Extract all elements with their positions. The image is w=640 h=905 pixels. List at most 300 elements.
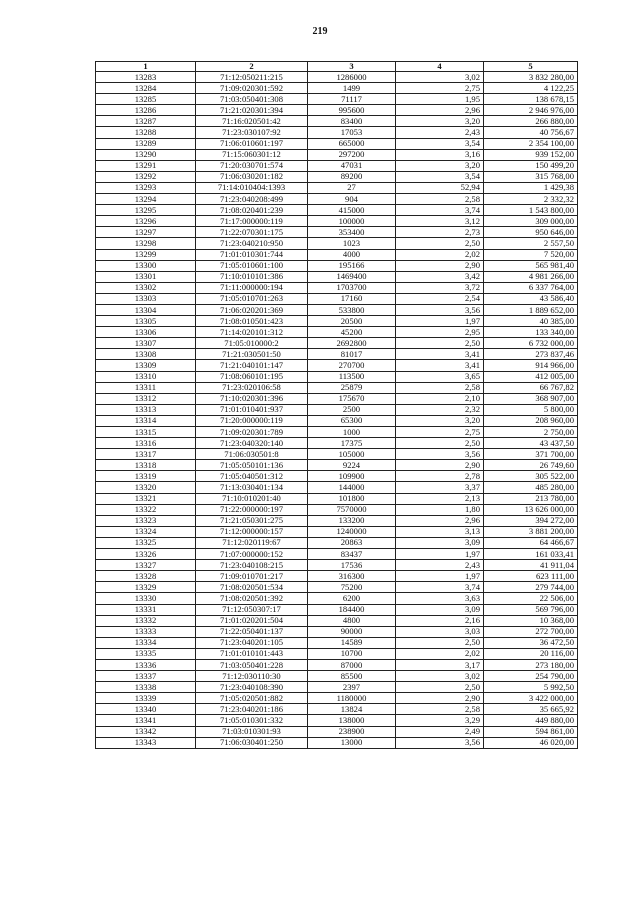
area-cell: 14589 [308,637,396,648]
table-row [96,83,578,94]
rate-cell: 3,03 [396,626,484,637]
table-row [96,316,578,327]
cadastral-number-cell: 71:09:020301:789 [196,427,308,438]
value-cell: 40 385,00 [484,316,578,327]
table-row [96,604,578,615]
table-row [96,515,578,526]
table-row [96,526,578,537]
row-number-cell: 13323 [96,515,196,526]
value-cell: 3 832 280,00 [484,72,578,83]
cadastral-number-cell: 71:21:050301:275 [196,515,308,526]
rate-cell: 2,58 [396,382,484,393]
area-cell: 138000 [308,715,396,726]
row-number-cell: 13316 [96,438,196,449]
cadastral-number-cell: 71:12:050211:215 [196,72,308,83]
row-number-cell: 13318 [96,460,196,471]
table-row [96,693,578,704]
cadastral-number-cell: 71:22:070301:175 [196,227,308,238]
value-cell: 3 422 000,00 [484,693,578,704]
table-row [96,205,578,216]
rate-cell: 3,09 [396,604,484,615]
rate-cell: 2,02 [396,249,484,260]
table-row [96,471,578,482]
rate-cell: 1,97 [396,549,484,560]
rate-cell: 3,54 [396,171,484,182]
value-cell: 5 800,00 [484,404,578,415]
table-header [96,62,578,72]
value-cell: 623 111,00 [484,571,578,582]
area-cell: 65300 [308,415,396,426]
row-number-cell: 13329 [96,582,196,593]
area-cell: 71117 [308,94,396,105]
table-row [96,648,578,659]
area-cell: 1000 [308,427,396,438]
cadastral-number-cell: 71:08:020401:239 [196,205,308,216]
row-number-cell: 13290 [96,149,196,160]
area-cell: 270700 [308,360,396,371]
value-cell: 43 586,40 [484,293,578,304]
value-cell: 13 626 000,00 [484,504,578,515]
row-number-cell: 13305 [96,316,196,327]
rate-cell: 3,74 [396,582,484,593]
rate-cell: 2,49 [396,726,484,737]
cadastral-number-cell: 71:05:010701:263 [196,293,308,304]
table-row [96,682,578,693]
area-cell: 995600 [308,105,396,116]
area-cell: 1180000 [308,693,396,704]
area-cell: 47031 [308,160,396,171]
rate-cell: 3,20 [396,116,484,127]
rate-cell: 3,02 [396,72,484,83]
column-header-3: 3 [308,62,396,72]
value-cell: 43 437,50 [484,438,578,449]
area-cell: 665000 [308,138,396,149]
cadastral-number-cell: 71:12:020119:67 [196,537,308,548]
value-cell: 64 466,67 [484,537,578,548]
row-number-cell: 13320 [96,482,196,493]
cadastral-number-cell: 71:11:000000:194 [196,282,308,293]
page-number: 219 [312,26,328,37]
rate-cell: 3,54 [396,138,484,149]
row-number-cell: 13333 [96,626,196,637]
row-number-cell: 13297 [96,227,196,238]
cadastral-number-cell: 71:09:010701:217 [196,571,308,582]
cadastral-number-cell: 71:08:060101:195 [196,371,308,382]
table-row [96,138,578,149]
area-cell: 105000 [308,449,396,460]
cadastral-number-cell: 71:12:050307:17 [196,604,308,615]
row-number-cell: 13315 [96,427,196,438]
cadastral-number-cell: 71:05:020501:882 [196,693,308,704]
area-cell: 415000 [308,205,396,216]
cadastral-number-cell: 71:06:030201:182 [196,171,308,182]
rate-cell: 2,96 [396,105,484,116]
area-cell: 238900 [308,726,396,737]
cadastral-number-cell: 71:06:030501:8 [196,449,308,460]
row-number-cell: 13324 [96,526,196,537]
area-cell: 2397 [308,682,396,693]
value-cell: 950 646,00 [484,227,578,238]
value-cell: 2 946 976,00 [484,105,578,116]
rate-cell: 3,29 [396,715,484,726]
value-cell: 939 152,00 [484,149,578,160]
rate-cell: 2,50 [396,338,484,349]
table-row [96,72,578,83]
area-cell: 13000 [308,737,396,748]
column-header-1: 1 [96,62,196,72]
table-row [96,659,578,670]
row-number-cell: 13312 [96,393,196,404]
value-cell: 138 678,15 [484,94,578,105]
value-cell: 22 506,00 [484,593,578,604]
row-number-cell: 13314 [96,415,196,426]
cadastral-number-cell: 71:23:040208:499 [196,194,308,205]
value-cell: 309 000,00 [484,216,578,227]
rate-cell: 2,58 [396,704,484,715]
rate-cell: 3,74 [396,205,484,216]
value-cell: 371 700,00 [484,449,578,460]
area-cell: 85500 [308,671,396,682]
table-row [96,149,578,160]
area-cell: 297200 [308,149,396,160]
value-cell: 1 543 800,00 [484,205,578,216]
table-row [96,127,578,138]
value-cell: 4 981 266,00 [484,271,578,282]
row-number-cell: 13308 [96,349,196,360]
cadastral-value-table [95,61,578,749]
row-number-cell: 13285 [96,94,196,105]
table-row [96,249,578,260]
table-row [96,227,578,238]
cadastral-number-cell: 71:05:040501:312 [196,471,308,482]
table-row [96,704,578,715]
value-cell: 914 966,00 [484,360,578,371]
area-cell: 113500 [308,371,396,382]
table-row [96,615,578,626]
column-header-5: 5 [484,62,578,72]
row-number-cell: 13309 [96,360,196,371]
value-cell: 2 750,00 [484,427,578,438]
cadastral-number-cell: 71:03:010301:93 [196,726,308,737]
row-number-cell: 13304 [96,304,196,315]
column-header-4: 4 [396,62,484,72]
value-cell: 449 880,00 [484,715,578,726]
table-row [96,160,578,171]
value-cell: 213 780,00 [484,493,578,504]
area-cell: 17160 [308,293,396,304]
row-number-cell: 13326 [96,549,196,560]
rate-cell: 3,41 [396,360,484,371]
table-row [96,404,578,415]
value-cell: 4 122,25 [484,83,578,94]
rate-cell: 2,96 [396,515,484,526]
area-cell: 81017 [308,349,396,360]
rate-cell: 3,13 [396,526,484,537]
cadastral-number-cell: 71:23:040201:105 [196,637,308,648]
cadastral-number-cell: 71:15:060301:12 [196,149,308,160]
value-cell: 594 861,00 [484,726,578,737]
row-number-cell: 13293 [96,182,196,193]
rate-cell: 2,90 [396,260,484,271]
table-row [96,349,578,360]
area-cell: 1240000 [308,526,396,537]
value-cell: 485 280,00 [484,482,578,493]
cadastral-number-cell: 71:08:010501:423 [196,316,308,327]
cadastral-number-cell: 71:05:010301:332 [196,715,308,726]
row-number-cell: 13307 [96,338,196,349]
table-row [96,415,578,426]
table-row [96,493,578,504]
row-number-cell: 13310 [96,371,196,382]
value-cell: 6 732 000,00 [484,338,578,349]
area-cell: 2692800 [308,338,396,349]
cadastral-number-cell: 71:17:000000:119 [196,216,308,227]
value-cell: 315 768,00 [484,171,578,182]
cadastral-number-cell: 71:10:010201:40 [196,493,308,504]
rate-cell: 2,73 [396,227,484,238]
rate-cell: 1,80 [396,504,484,515]
table-row [96,537,578,548]
rate-cell: 2,54 [396,293,484,304]
table-row [96,571,578,582]
row-number-cell: 13303 [96,293,196,304]
rate-cell: 3,56 [396,304,484,315]
row-number-cell: 13288 [96,127,196,138]
rate-cell: 2,50 [396,682,484,693]
table-row [96,626,578,637]
table-row [96,382,578,393]
row-number-cell: 13311 [96,382,196,393]
value-cell: 368 907,00 [484,393,578,404]
table-row [96,460,578,471]
rate-cell: 2,10 [396,393,484,404]
rate-cell: 3,09 [396,537,484,548]
row-number-cell: 13317 [96,449,196,460]
table-row [96,671,578,682]
cadastral-number-cell: 71:01:020201:504 [196,615,308,626]
cadastral-number-cell: 71:10:010101:386 [196,271,308,282]
table-row [96,260,578,271]
row-number-cell: 13313 [96,404,196,415]
row-number-cell: 13340 [96,704,196,715]
rate-cell: 2,58 [396,194,484,205]
value-cell: 36 472,50 [484,637,578,648]
rate-cell: 2,75 [396,427,484,438]
cadastral-number-cell: 71:05:050101:136 [196,460,308,471]
rate-cell: 2,75 [396,83,484,94]
rate-cell: 3,37 [396,482,484,493]
rate-cell: 2,13 [396,493,484,504]
cadastral-number-cell: 71:20:030701:574 [196,160,308,171]
area-cell: 184400 [308,604,396,615]
area-cell: 4000 [308,249,396,260]
rate-cell: 2,43 [396,127,484,138]
rate-cell: 3,17 [396,659,484,670]
area-cell: 7570000 [308,504,396,515]
rate-cell: 3,41 [396,349,484,360]
value-cell: 412 005,00 [484,371,578,382]
table-row [96,238,578,249]
table-row [96,371,578,382]
value-cell: 161 033,41 [484,549,578,560]
value-cell: 2 354 100,00 [484,138,578,149]
row-number-cell: 13343 [96,737,196,748]
value-cell: 66 767,82 [484,382,578,393]
value-cell: 273 837,46 [484,349,578,360]
row-number-cell: 13306 [96,327,196,338]
value-cell: 150 499,20 [484,160,578,171]
row-number-cell: 13299 [96,249,196,260]
area-cell: 6200 [308,593,396,604]
rate-cell: 2,43 [396,560,484,571]
value-cell: 254 790,00 [484,671,578,682]
area-cell: 144000 [308,482,396,493]
table-row [96,105,578,116]
area-cell: 1023 [308,238,396,249]
area-cell: 1703700 [308,282,396,293]
table-row [96,360,578,371]
area-cell: 1469400 [308,271,396,282]
rate-cell: 1,95 [396,94,484,105]
value-cell: 565 981,40 [484,260,578,271]
row-number-cell: 13325 [96,537,196,548]
table-row [96,560,578,571]
table-body [96,72,578,749]
value-cell: 35 665,92 [484,704,578,715]
table-row [96,182,578,193]
table-row [96,94,578,105]
value-cell: 1 889 652,00 [484,304,578,315]
table-row [96,482,578,493]
area-cell: 27 [308,182,396,193]
row-number-cell: 13336 [96,659,196,670]
row-number-cell: 13296 [96,216,196,227]
value-cell: 5 992,50 [484,682,578,693]
rate-cell: 3,12 [396,216,484,227]
area-cell: 100000 [308,216,396,227]
area-cell: 1286000 [308,72,396,83]
rate-cell: 3,16 [396,149,484,160]
table-row [96,194,578,205]
cadastral-number-cell: 71:21:040101:147 [196,360,308,371]
row-number-cell: 13300 [96,260,196,271]
rate-cell: 2,50 [396,637,484,648]
area-cell: 316300 [308,571,396,582]
area-cell: 904 [308,194,396,205]
area-cell: 83437 [308,549,396,560]
column-header-2: 2 [196,62,308,72]
area-cell: 175670 [308,393,396,404]
cadastral-number-cell: 71:13:030401:134 [196,482,308,493]
area-cell: 83400 [308,116,396,127]
cadastral-number-cell: 71:21:030501:50 [196,349,308,360]
value-cell: 26 749,60 [484,460,578,471]
cadastral-number-cell: 71:23:020106:58 [196,382,308,393]
row-number-cell: 13301 [96,271,196,282]
rate-cell: 3,72 [396,282,484,293]
row-number-cell: 13328 [96,571,196,582]
area-cell: 9224 [308,460,396,471]
area-cell: 17536 [308,560,396,571]
row-number-cell: 13339 [96,693,196,704]
value-cell: 208 960,00 [484,415,578,426]
rate-cell: 3,02 [396,671,484,682]
table-row [96,304,578,315]
area-cell: 89200 [308,171,396,182]
area-cell: 109900 [308,471,396,482]
row-number-cell: 13321 [96,493,196,504]
cadastral-number-cell: 71:20:000000:119 [196,415,308,426]
row-number-cell: 13322 [96,504,196,515]
cadastral-number-cell: 71:22:000000:197 [196,504,308,515]
table-row [96,582,578,593]
table-row [96,271,578,282]
cadastral-number-cell: 71:01:010101:443 [196,648,308,659]
cadastral-number-cell: 71:16:020501:42 [196,116,308,127]
cadastral-number-cell: 71:06:010601:197 [196,138,308,149]
area-cell: 13824 [308,704,396,715]
value-cell: 6 337 764,00 [484,282,578,293]
row-number-cell: 13334 [96,637,196,648]
cadastral-number-cell: 71:03:050401:308 [196,94,308,105]
area-cell: 10700 [308,648,396,659]
row-number-cell: 13332 [96,615,196,626]
value-cell: 46 020,00 [484,737,578,748]
row-number-cell: 13338 [96,682,196,693]
table-row [96,593,578,604]
value-cell: 41 911,04 [484,560,578,571]
area-cell: 195166 [308,260,396,271]
row-number-cell: 13341 [96,715,196,726]
cadastral-number-cell: 71:23:040210:950 [196,238,308,249]
row-number-cell: 13295 [96,205,196,216]
value-cell: 1 429,38 [484,182,578,193]
table-row [96,282,578,293]
value-cell: 10 368,00 [484,615,578,626]
row-number-cell: 13327 [96,560,196,571]
cadastral-number-cell: 71:23:040320:140 [196,438,308,449]
cadastral-number-cell: 71:10:020301:396 [196,393,308,404]
value-cell: 266 880,00 [484,116,578,127]
table-row [96,393,578,404]
row-number-cell: 13286 [96,105,196,116]
cadastral-number-cell: 71:05:010000:2 [196,338,308,349]
cadastral-number-cell: 71:12:000000:157 [196,526,308,537]
area-cell: 20500 [308,316,396,327]
value-cell: 279 744,00 [484,582,578,593]
cadastral-number-cell: 71:08:020501:392 [196,593,308,604]
table-row [96,427,578,438]
area-cell: 75200 [308,582,396,593]
cadastral-number-cell: 71:23:040108:215 [196,560,308,571]
rate-cell: 3,56 [396,737,484,748]
rate-cell: 1,97 [396,571,484,582]
cadastral-number-cell: 71:03:050401:228 [196,659,308,670]
area-cell: 25879 [308,382,396,393]
table-row [96,737,578,748]
cadastral-number-cell: 71:22:050401:137 [196,626,308,637]
cadastral-number-cell: 71:06:020201:369 [196,304,308,315]
value-cell: 40 756,67 [484,127,578,138]
table-row [96,449,578,460]
cadastral-number-cell: 71:01:010301:744 [196,249,308,260]
rate-cell: 3,42 [396,271,484,282]
rate-cell: 52,94 [396,182,484,193]
row-number-cell: 13342 [96,726,196,737]
row-number-cell: 13284 [96,83,196,94]
table-row [96,171,578,182]
area-cell: 101800 [308,493,396,504]
